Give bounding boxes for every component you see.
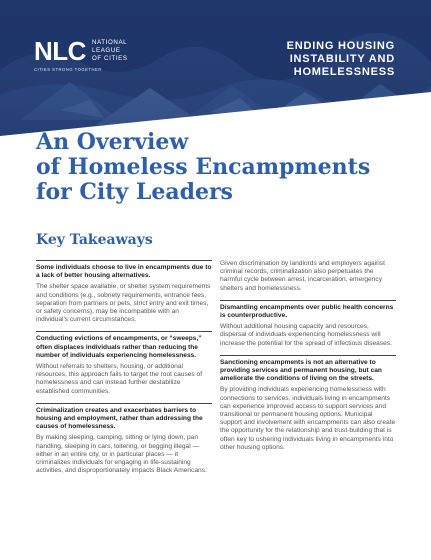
takeaway-body: Without additional housing capacity and resources, dispersal of individuals experiencing homelessness will increase the potential for the spread of infectious diseases. [220,323,392,347]
takeaway-item [36,260,212,324]
takeaways-left-column [36,260,212,482]
item-divider [220,300,396,301]
takeaway-continuation [220,260,396,293]
takeaway-heading: Some individuals choose to live in encampments due to a lack of better housing alternatives. [36,264,212,280]
takeaway-item [36,403,212,476]
item-divider [36,331,212,332]
series-title: ENDING HOUSING INSTABILITY AND HOMELESSNESS [286,40,395,78]
nlc-logo[interactable] [34,38,128,64]
takeaway-body: By making sleeping, camping, sitting or lying down, pan handling, sleeping in cars, loitering, or begging illegal — either in an entire city, or in particular places — it criminalizes individuals for engaging in life-sustaining activities, and disproportionately impacts Black Americans. [36,434,207,475]
takeaways-right-column [220,260,396,459]
logo-org-name: NATIONAL LEAGUE OF CITIES [91,39,128,62]
takeaway-body: Without referrals to shelters, housing, or additional resources, this approach fails to target the root causes of homelessness and can instead further destabilize established communities. [36,363,203,395]
logo-tagline: CITIES STRONG TOGETHER [34,67,102,72]
takeaway-item [36,331,212,395]
hero-banner [0,0,431,150]
takeaway-body: By providing individuals experiencing homelessness with connections to services, individuals living in encampments can experience improved access to support services and transitional or permanent housing options. Municipal support and involvement with encampments can also create the opportunity for the relationship and trust-building that is often key to ushering individuals living in encampments into other housing options. [220,386,396,451]
item-divider [220,355,396,356]
takeaway-body: Given discrimination by landlords and employers against criminal records, criminalization also perpetuates the harmful cycle between arrest, incarceration, emergency shelters and homelessness. [220,260,385,292]
takeaway-body: The shelter space available, or shelter system requirements and conditions (e.g., sobriety requirements, entrance fees, separation from partners or pets, strict entry and exit times, or safety concerns), may be incompatible with an individual's current circumstances. [36,283,211,324]
item-divider [36,403,212,404]
takeaway-item [220,355,396,452]
item-divider [36,260,212,261]
takeaway-heading: Criminalization creates and exacerbates barriers to housing and employment, rather than addressing the causes of homelessness. [36,406,203,431]
page-title: An Overview of Homeless Encampments for City Leaders [36,129,371,205]
takeaway-heading: Dismantling encampments over public health concerns is counterproductive. [220,303,394,320]
takeaway-heading: Conducting evictions of encampments, or “sweeps,” often displaces individuals rather than reducing the number of individuals experiencing homelessness. [36,335,202,359]
logo-mark: NLC [34,36,86,66]
takeaway-heading: Sanctioning encampments is not an alternative to providing services and permanent housing, but can ameliorate the conditions of living on the streets. [220,358,382,383]
section-title: Key Takeaways [36,232,153,248]
takeaway-item [220,300,396,348]
